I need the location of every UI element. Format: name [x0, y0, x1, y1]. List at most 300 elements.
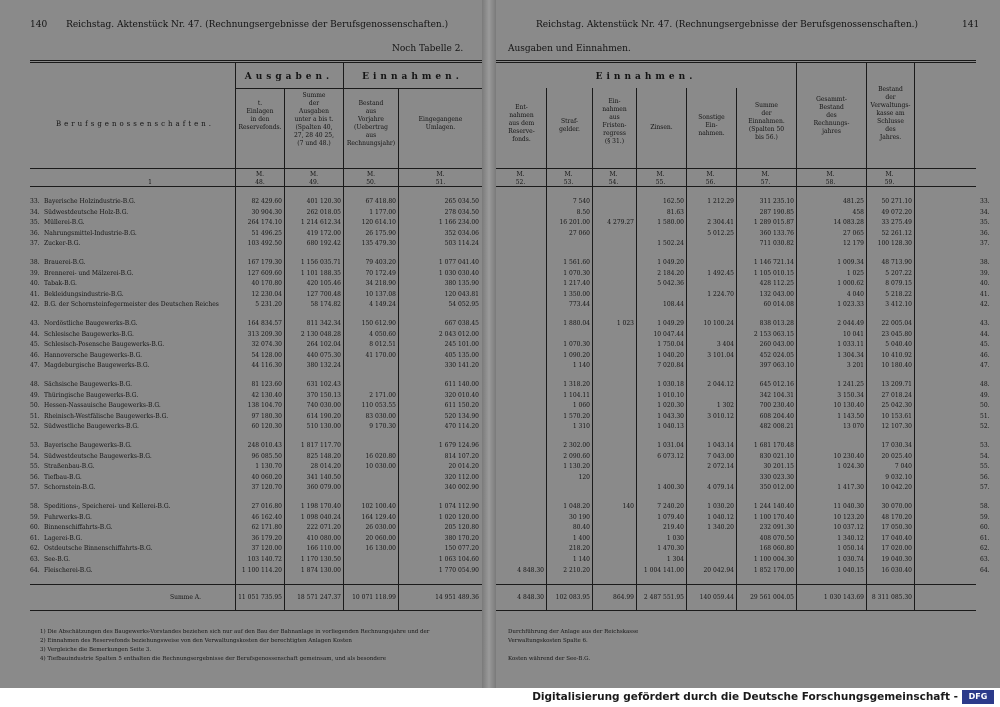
- table-cell: 1 310: [572, 423, 590, 431]
- table-cell: 96 085.50: [251, 452, 282, 460]
- table-cell: 67 418.80: [365, 198, 396, 205]
- row-name: Bayerische Baugewerks-B.G.: [44, 442, 132, 449]
- table-cell: 30 190: [569, 513, 590, 521]
- row-name: Nahrungsmittel-Industrie-B.G.: [44, 229, 137, 237]
- table-cell: 41 170.00: [365, 351, 396, 359]
- col-number: 55.: [655, 179, 666, 186]
- total-cell: 11 051 735.95: [238, 594, 282, 601]
- row-name: Müllerei-B.G.: [44, 219, 85, 227]
- table-cell: 470 114.20: [444, 423, 479, 431]
- col-head-58: Gesammt- Bestand des Rechnungs- jahres: [813, 96, 850, 135]
- row-number: 36.: [980, 229, 990, 237]
- total-cell: 8 311 085.30: [871, 594, 912, 601]
- table-cell: 51 496.25: [251, 229, 282, 237]
- table-cell: 127 700.48: [306, 290, 341, 298]
- table-cell: 6 073.12: [657, 452, 684, 460]
- table-cell: 8.50: [576, 208, 590, 216]
- table-cell: 102 100.40: [361, 503, 396, 510]
- table-cell: 667 038.45: [444, 320, 479, 327]
- table-cell: 2 304.41: [707, 219, 734, 227]
- table-cell: 2 210.20: [563, 566, 590, 574]
- table-cell: 342 104.31: [759, 391, 794, 399]
- unit-mark: M.: [885, 171, 894, 178]
- total-cell: 14 951 489.36: [435, 594, 479, 601]
- table-cell: 34 218.90: [365, 280, 396, 288]
- table-cell: 26 175.90: [365, 229, 396, 237]
- table-cell: 30 070.00: [881, 503, 912, 510]
- footnote: 3) Vergleiche die Bemerkungen Seite 3.: [40, 647, 152, 653]
- table-cell: 8 079.15: [885, 280, 912, 288]
- table-cell: 20 060.00: [365, 534, 396, 542]
- row-number: 54.: [980, 452, 990, 460]
- table-cell: 1 224.70: [707, 290, 734, 298]
- row-name: Magdeburgische Baugewerks-B.G.: [44, 362, 150, 370]
- row-number: 62.: [30, 545, 40, 553]
- table-cell: 48 170.20: [881, 513, 912, 521]
- table-cell: 4 149.24: [369, 301, 396, 309]
- table-cell: 11 040.30: [833, 503, 864, 510]
- table-cell: 1 140: [572, 362, 590, 370]
- table-cell: 120 614.10: [361, 219, 396, 227]
- table-cell: 1 244 140.40: [753, 503, 794, 510]
- table-cell: 167 179.30: [247, 259, 282, 266]
- row-number: 48.: [30, 381, 40, 388]
- table-cell: 1 070.30: [563, 269, 590, 277]
- table-cell: 1 043.30: [657, 412, 684, 420]
- table-cell: 680 192.42: [306, 240, 341, 248]
- table-cell: 1 302: [716, 402, 734, 410]
- table-cell: 1 049.29: [657, 320, 684, 327]
- table-cell: 103 140.72: [247, 556, 282, 563]
- table-cell: 1 130.20: [563, 463, 590, 471]
- row-name: Nordöstliche Baugewerks-B.G.: [44, 320, 138, 327]
- table-cell: 4 848.30: [517, 566, 544, 574]
- table-cell: 10 030.00: [365, 463, 396, 471]
- total-cell: 2 487 551.95: [643, 594, 684, 601]
- table-cell: 219.40: [663, 524, 684, 532]
- row-name: Ostdeutsche Binnenschiffahrts-B.G.: [44, 545, 153, 553]
- unit-mark: M.: [436, 171, 445, 178]
- table-cell: 40 060.20: [251, 473, 282, 481]
- table-cell: 42 130.40: [251, 391, 282, 399]
- row-number: 46.: [980, 351, 990, 359]
- table-cell: 1 852 170.00: [753, 566, 794, 574]
- table-cell: 60 014.08: [763, 301, 794, 309]
- table-cell: 36 179.20: [251, 534, 282, 542]
- row-number: 53.: [980, 442, 990, 449]
- table-cell: 1 100 004.30: [753, 556, 794, 563]
- table-cell: 20 025.40: [881, 452, 912, 460]
- table-cell: 452 024.05: [759, 351, 794, 359]
- unit-mark: M.: [706, 171, 715, 178]
- row-number: 56.: [980, 473, 990, 481]
- table-cell: 1 100 114.20: [241, 566, 282, 574]
- table-cell: 1 400: [572, 534, 590, 542]
- table-cell: 49 072.20: [881, 208, 912, 216]
- table-cell: 135 479.30: [361, 240, 396, 248]
- table-cell: 1 000.62: [837, 280, 864, 288]
- table-cell: 1 340.20: [707, 524, 734, 532]
- row-name: Sächsische Baugewerks-B.G.: [44, 381, 133, 388]
- table-cell: 44 116.30: [251, 362, 282, 370]
- row-number: 61.: [980, 534, 990, 542]
- table-cell: 1 105 010.15: [753, 269, 794, 277]
- table-cell: 264 174.10: [247, 219, 282, 227]
- row-number: 64.: [980, 566, 990, 574]
- row-number: 48.: [980, 381, 990, 388]
- table-cell: 1 070.30: [563, 341, 590, 349]
- table-cell: 3 150.34: [837, 391, 864, 399]
- footnote: 1) Die Abschätzungen des Baugewerks-Vorstandes beziehen sich nur auf den Bau der Bahnanlage in vorliegenden Rechnungsjahre und der: [40, 629, 430, 635]
- table-cell: 22 005.04: [881, 320, 912, 327]
- right-table-body: [496, 0, 1000, 688]
- table-cell: 1 217.40: [563, 280, 590, 288]
- table-cell: 1 212.29: [707, 198, 734, 205]
- table-cell: 30 904.30: [251, 208, 282, 216]
- table-cell: 26 030.00: [365, 524, 396, 532]
- row-number: 63.: [980, 556, 990, 563]
- footnote: Verwaltungskosten Spalte 6.: [508, 638, 588, 644]
- table-cell: 10 037.12: [833, 524, 864, 532]
- table-cell: 1 030: [666, 534, 684, 542]
- table-cell: 340 002.90: [444, 484, 479, 492]
- table-cell: 33 275.49: [881, 219, 912, 227]
- table-cell: 1 010.10: [657, 391, 684, 399]
- table-cell: 1 214 612.34: [300, 219, 341, 227]
- group-head-ausgaben: Ausgaben.: [244, 72, 334, 82]
- row-number: 53.: [30, 442, 40, 449]
- table-cell: 350 012.00: [759, 484, 794, 492]
- table-cell: 10 410.92: [881, 351, 912, 359]
- unit-mark: M.: [564, 171, 573, 178]
- row-number: 43.: [30, 320, 40, 327]
- table-cell: 1 040.15: [837, 566, 864, 574]
- table-cell: 218.20: [569, 545, 590, 553]
- table-cell: 81 123.60: [251, 381, 282, 388]
- table-cell: 397 063.10: [759, 362, 794, 370]
- table-cell: 12 107.30: [881, 423, 912, 431]
- unit-mark: M.: [255, 171, 265, 178]
- table-cell: 3 201: [846, 362, 864, 370]
- left-table-body: [30, 0, 482, 688]
- table-cell: 27 016.80: [251, 503, 282, 510]
- book-gutter: [482, 0, 496, 688]
- table-cell: 1 063 104.60: [438, 556, 479, 563]
- table-cell: 16 020.80: [365, 452, 396, 460]
- row-number: 50.: [980, 402, 990, 410]
- left-header-text: Reichstag. Aktenstück Nr. 47. (Rechnungsergebnisse der Berufsgenossenschaften.): [66, 20, 449, 30]
- footer-credit: Digitalisierung gefördert durch die Deutsche Forschungsgemeinschaft -: [532, 691, 958, 703]
- row-number: 43.: [980, 320, 990, 327]
- table-cell: 380 135.90: [444, 280, 479, 288]
- row-name: Binnenschiffahrts-B.G.: [44, 524, 113, 532]
- table-cell: 1 004 141.00: [643, 566, 684, 574]
- col-number: 57.: [760, 179, 771, 186]
- table-cell: 4 279.27: [607, 219, 634, 227]
- table-cell: 1 130.70: [255, 463, 282, 471]
- table-cell: 1 090.20: [563, 351, 590, 359]
- row-number: 52.: [30, 423, 40, 431]
- table-cell: 1 570.20: [563, 412, 590, 420]
- table-cell: 10 180.40: [881, 362, 912, 370]
- row-number: 50.: [30, 402, 40, 410]
- table-cell: 1 020 120.00: [438, 513, 479, 521]
- table-cell: 9 032.10: [885, 473, 912, 481]
- table-cell: 10 123.20: [833, 513, 864, 521]
- table-cell: 614 190.20: [306, 412, 341, 420]
- row-number: 55.: [980, 463, 990, 471]
- table-cell: 419 172.00: [306, 229, 341, 237]
- row-number: 54.: [30, 452, 40, 460]
- table-cell: 19 040.30: [881, 556, 912, 563]
- table-cell: 17 020.00: [881, 545, 912, 553]
- total-label: Summe A.: [170, 594, 202, 601]
- table-cell: 330 141.20: [444, 362, 479, 370]
- table-cell: 380 170.20: [444, 534, 479, 542]
- row-number: 49.: [980, 391, 990, 399]
- table-cell: 1 177.00: [369, 208, 396, 216]
- col-head-52: Ent- nahmen aus dem Reserve- fonds.: [508, 104, 535, 143]
- row-number: 45.: [30, 341, 40, 349]
- table-cell: 81.63: [666, 208, 684, 216]
- table-cell: 1 561.60: [563, 259, 590, 266]
- row-number: 33.: [980, 198, 990, 205]
- table-cell: 320 010.40: [444, 391, 479, 399]
- row-name: Südwestdeutsche Holz-B.G.: [44, 208, 129, 216]
- total-cell: 10 071 118.99: [352, 594, 396, 601]
- table-cell: 10 100.24: [703, 320, 734, 327]
- row-number: 45.: [980, 341, 990, 349]
- col-number: 53.: [563, 179, 574, 186]
- table-cell: 1 470.30: [657, 545, 684, 553]
- table-cell: 1 030.20: [707, 503, 734, 510]
- table-cell: 811 342.34: [306, 320, 341, 327]
- table-cell: 611 140.00: [444, 381, 479, 388]
- table-cell: 370 150.13: [306, 391, 341, 399]
- table-cell: 10 137.08: [365, 290, 396, 298]
- table-cell: 440 075.30: [306, 351, 341, 359]
- table-cell: 110 053.55: [361, 402, 396, 410]
- table-cell: 1 030.74: [837, 556, 864, 563]
- row-number: 60.: [30, 524, 40, 532]
- unit-mark: M.: [656, 171, 665, 178]
- group-head-einnahmen-cont: Einnahmen.: [595, 72, 697, 82]
- row-name: Südwestdeutsche Baugewerks-B.G.: [44, 452, 152, 460]
- table-cell: 1 140: [572, 556, 590, 563]
- row-number: 40.: [980, 280, 990, 288]
- table-cell: 7 240.20: [657, 503, 684, 510]
- row-number: 46.: [30, 351, 40, 359]
- table-cell: 10 042.20: [881, 484, 912, 492]
- right-header-text: Reichstag. Aktenstück Nr. 47. (Rechnungsergebnisse der Berufsgenossenschaften.): [536, 20, 919, 30]
- table-cell: 127 609.60: [247, 269, 282, 277]
- row-number: 55.: [30, 463, 40, 471]
- table-cell: 58 174.82: [310, 301, 341, 309]
- table-cell: 245 101.00: [444, 341, 479, 349]
- row-number: 61.: [30, 534, 40, 542]
- row-number: 44.: [980, 330, 990, 338]
- table-cell: 16 030.40: [881, 566, 912, 574]
- table-cell: 2 044.12: [707, 381, 734, 388]
- table-cell: 16 130.00: [365, 545, 396, 553]
- table-cell: 168 060.80: [759, 545, 794, 553]
- row-name: B.G. der Schornsteinfegermeister des Deutschen Reiches: [44, 301, 219, 309]
- row-number: 41.: [30, 290, 40, 298]
- col-number-51: 51.: [435, 179, 446, 186]
- row-number: 64.: [30, 566, 40, 574]
- row-name: Tiefbau-B.G.: [44, 473, 82, 481]
- col-head-59: Bestand der Verwaltungs- kasse am Schlusse des Jahres.: [870, 86, 911, 141]
- table-cell: 510 130.00: [306, 423, 341, 431]
- row-name: Zucker-B.G.: [44, 240, 81, 248]
- total-cell: 4 848.30: [517, 594, 544, 601]
- table-cell: 3 101.04: [707, 351, 734, 359]
- table-cell: 320 112.00: [444, 473, 479, 481]
- row-name: Speditions-, Speicherei- und Kellerei-B.G.: [44, 503, 171, 510]
- table-cell: 408 070.50: [759, 534, 794, 542]
- table-cell: 700 230.40: [759, 402, 794, 410]
- unit-mark: M.: [366, 171, 376, 178]
- row-number: 33.: [30, 198, 40, 205]
- table-cell: 7 540: [572, 198, 590, 205]
- table-cell: 27 060: [569, 229, 590, 237]
- table-cell: 1 304.34: [837, 351, 864, 359]
- table-cell: 458: [852, 208, 864, 216]
- row-number: 58.: [980, 503, 990, 510]
- unit-mark: M.: [761, 171, 770, 178]
- row-name: Rheinisch-Westfälische Baugewerks-B.G.: [44, 412, 169, 420]
- table-cell: 1 304: [666, 556, 684, 563]
- row-name: Schlesische Baugewerks-B.G.: [44, 330, 134, 338]
- row-number: 57.: [980, 484, 990, 492]
- table-cell: 5 218.22: [885, 290, 912, 298]
- table-cell: 48 713.90: [881, 259, 912, 266]
- digitization-footer: [0, 688, 1000, 707]
- table-cell: 12 230.04: [251, 290, 282, 298]
- table-cell: 20 014.20: [448, 463, 479, 471]
- row-name: See-B.G.: [44, 556, 71, 563]
- left-page: [0, 0, 482, 688]
- right-subtitle: Ausgaben und Einnahmen.: [508, 44, 631, 54]
- table-cell: 1 770 054.90: [438, 566, 479, 574]
- row-number: 36.: [30, 229, 40, 237]
- table-cell: 611 150.20: [444, 402, 479, 410]
- row-number: 38.: [30, 259, 40, 266]
- table-cell: 1 817 117.70: [300, 442, 341, 449]
- row-name: Brauerei-B.G.: [44, 259, 86, 266]
- table-cell: 1 025: [846, 269, 864, 277]
- table-cell: 1 198 170.40: [300, 503, 341, 510]
- row-number: 34.: [980, 208, 990, 216]
- row-number: 51.: [980, 412, 990, 420]
- table-cell: 1 156 035.71: [300, 259, 341, 266]
- dfg-logo-icon: DFG: [962, 690, 994, 704]
- table-cell: 2 090.60: [563, 452, 590, 460]
- table-cell: 3 412.10: [885, 301, 912, 309]
- row-number: 51.: [30, 412, 40, 420]
- table-cell: 1 104.11: [563, 391, 590, 399]
- table-cell: 1 350.00: [563, 290, 590, 298]
- row-number: 59.: [30, 513, 40, 521]
- table-cell: 1 143.50: [837, 412, 864, 420]
- table-cell: 7 020.84: [657, 362, 684, 370]
- table-cell: 17 030.34: [881, 442, 912, 449]
- table-cell: 1 033.11: [837, 341, 864, 349]
- table-cell: 2 153 063.15: [753, 330, 794, 338]
- table-cell: 164 129.40: [361, 513, 396, 521]
- col-number-50: 50.: [366, 179, 376, 186]
- table-cell: 838 013.28: [759, 320, 794, 327]
- table-cell: 164 834.57: [247, 320, 282, 327]
- table-cell: 1 049.20: [657, 259, 684, 266]
- table-cell: 100 128.30: [877, 240, 912, 248]
- table-cell: 1 874 130.00: [300, 566, 341, 574]
- table-cell: 222 071.20: [306, 524, 341, 532]
- right-page-number: 141: [962, 20, 980, 30]
- table-cell: 1 030.18: [657, 381, 684, 388]
- table-cell: 140: [622, 503, 634, 510]
- table-cell: 360 133.76: [759, 229, 794, 237]
- total-cell: 29 561 004.05: [750, 594, 794, 601]
- unit-mark: M.: [309, 171, 319, 178]
- table-cell: 5 040.40: [885, 341, 912, 349]
- table-cell: 1 040.20: [657, 351, 684, 359]
- table-cell: 37 120.00: [251, 545, 282, 553]
- row-number: 41.: [980, 290, 990, 298]
- table-cell: 7 043.00: [707, 452, 734, 460]
- row-number: 52.: [980, 423, 990, 431]
- total-cell: 102 083.95: [555, 594, 590, 601]
- table-cell: 1 023.33: [837, 301, 864, 309]
- table-cell: 428 112.25: [759, 280, 794, 288]
- table-cell: 2 184.20: [657, 269, 684, 277]
- table-cell: 5 042.36: [657, 280, 684, 288]
- table-cell: 83 030.00: [365, 412, 396, 420]
- table-cell: 1 318.20: [563, 381, 590, 388]
- table-cell: 645 012.16: [759, 381, 794, 388]
- row-name: Thüringische Baugewerks-B.G.: [44, 391, 139, 399]
- table-cell: 520 134.90: [444, 412, 479, 420]
- col-number: 52.: [515, 179, 526, 186]
- table-cell: 120: [578, 473, 590, 481]
- total-cell: 864.99: [613, 594, 634, 601]
- table-cell: 313 209.30: [247, 330, 282, 338]
- row-name: Schornstein-B.G.: [44, 484, 96, 492]
- table-cell: 2 044.49: [837, 320, 864, 327]
- table-cell: 20 042.94: [703, 566, 734, 574]
- table-cell: 825 148.20: [306, 452, 341, 460]
- table-cell: 120 043.81: [444, 290, 479, 298]
- col-number: 54.: [608, 179, 619, 186]
- table-cell: 1 417.30: [837, 484, 864, 492]
- table-cell: 46 162.40: [251, 513, 282, 521]
- col-head-49: Summe der Ausgaben unter a bis t. (Spalten 40, 27, 28 40 25, (7 und 48.): [293, 92, 335, 147]
- table-cell: 232 091.30: [759, 524, 794, 532]
- table-cell: 1 679 124.96: [438, 442, 479, 449]
- table-cell: 4 050.60: [369, 330, 396, 338]
- table-cell: 330 023.30: [759, 473, 794, 481]
- table-cell: 60 120.30: [251, 423, 282, 431]
- table-cell: 1 077 041.40: [438, 259, 479, 266]
- table-cell: 482 008.21: [759, 423, 794, 431]
- table-cell: 341 140.50: [306, 473, 341, 481]
- col-head-48: t. Einlagen in den Reservefonds.: [238, 100, 282, 131]
- unit-mark: M.: [609, 171, 618, 178]
- table-cell: 1 040.13: [657, 423, 684, 431]
- row-number: 63.: [30, 556, 40, 563]
- table-cell: 278 034.50: [444, 208, 479, 216]
- table-cell: 5 231.20: [255, 301, 282, 309]
